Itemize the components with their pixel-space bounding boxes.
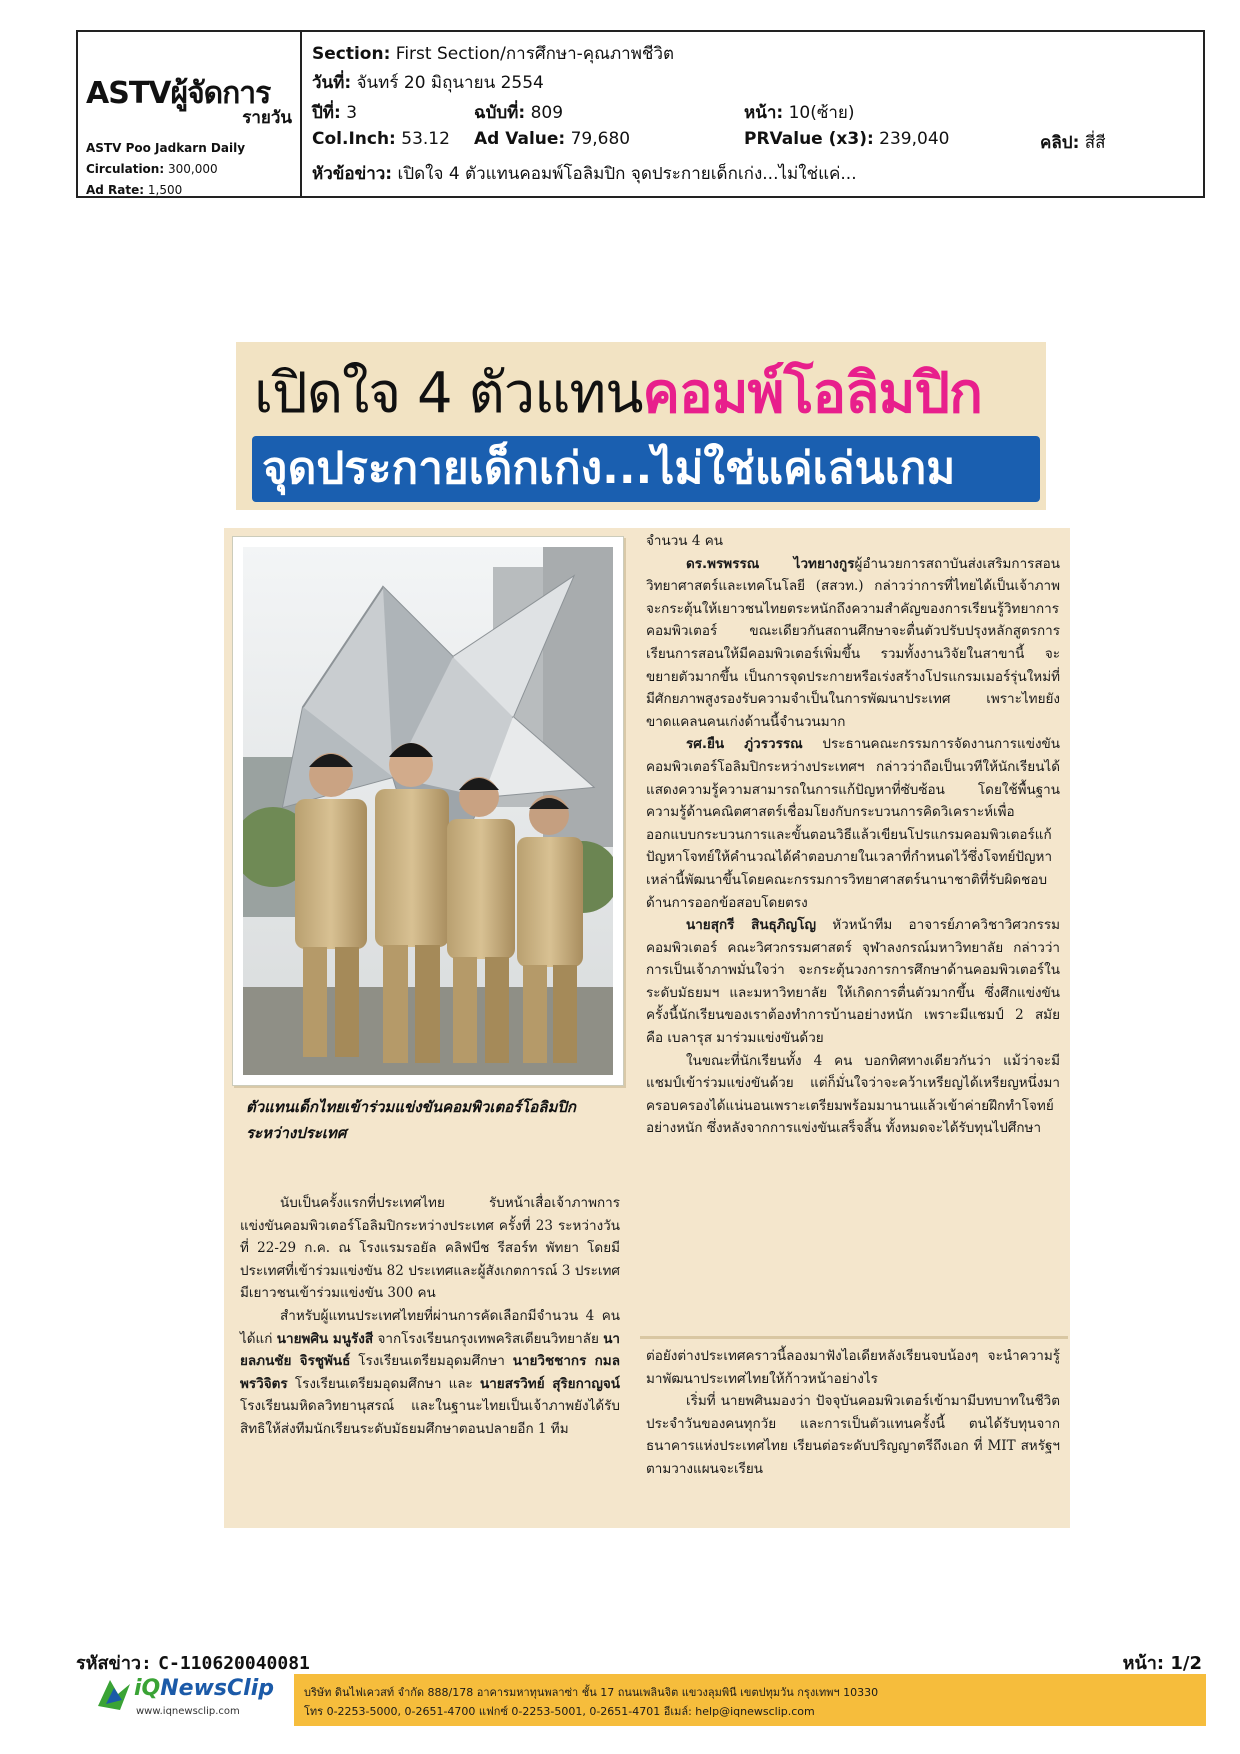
iqnewsclip-mark-icon [96, 1676, 132, 1712]
clip-header [76, 30, 1205, 198]
logo-subtext: รายวัน [242, 108, 292, 128]
publication-meta [86, 138, 245, 201]
colinch-value: 53.12 [401, 129, 450, 149]
article-subtitle: จุดประกายเด็กเก่ง...ไม่ใช่แค่เล่นเกม [252, 436, 1040, 502]
paragraph-text: เริ่มที่ [686, 1393, 716, 1410]
clip-value: สี่สี [1084, 133, 1106, 153]
paragraph-text: โรงเรียนเตรียมอุดมศึกษา [358, 1353, 505, 1370]
photo-caption: ตัวแทนเด็กไทยเข้าร่วมแข่งขันคอมพิวเตอร์โอลิมปิกระหว่างประเทศ [246, 1098, 576, 1142]
value-row [312, 129, 1162, 153]
issue-value: 809 [530, 103, 564, 123]
paragraph-text: หัวหน้าทีม อาจารย์ภาควิชาวิศวกรรมคอมพิวเตอร์ คณะวิศวกรรมศาสตร์ จุฬาลงกรณ์มหาวิทยาลัย กล่าวว่า การเป็นเจ้าภาพมั่นใจว่า จะกระตุ้นวงการการศึกษาด้านคอมพิวเตอร์ในระดับมัธยมฯ และมหาวิทยาลัย ให้เกิดการตื่นตัวมากขึ้น ซึ่งศึกแข่งขันครั้งนี้นักเรียนของเราต้องทำการบ้านอย่างหนัก เพราะมีแชมป์ 2 สมัย คือ เบลารุส มาร่วมแข่งขันด้วย [646, 917, 1061, 1047]
logo-text: ASTVผู้จัดการ [86, 76, 271, 111]
person-name: นายสรวิทย์ สุริยกาญจน์ [480, 1375, 620, 1392]
headline-label: หัวข้อข่าว: [312, 164, 393, 184]
article-title-highlight: คอมพ์โอลิมปิก [642, 361, 982, 426]
prvalue-label: PRValue (x3): [744, 129, 874, 149]
person-name: นายวิชชากร กมลพรวิจิตร [240, 1353, 620, 1392]
paragraph [646, 914, 1060, 1050]
students-photo [243, 547, 613, 1075]
article-column-right [646, 530, 1060, 1140]
headline-value: เปิดใจ 4 ตัวแทนคอมพ์โอลิมปิก จุดประกายเด็กเก่ง...ไม่ใช่แค่... [397, 164, 857, 184]
paragraph [646, 733, 1060, 914]
person-name: ดร.พรพรรณ ไวทยางกูร [686, 555, 855, 572]
brand-rest: NewsClip [160, 1676, 274, 1701]
advalue-label: Ad Value: [474, 129, 566, 149]
brand-url: www.iqnewsclip.com [136, 1706, 240, 1717]
publication-name: ASTV Poo Jadkarn Daily [86, 141, 246, 155]
page-number-label: หน้า: [1122, 1653, 1165, 1674]
person-name: นายลภนชัย จิรชูพันธ์ [240, 1330, 620, 1370]
section-row [312, 40, 674, 67]
section-value: First Section/การศึกษา-คุณภาพชีวิต [395, 44, 675, 64]
paragraph [646, 553, 1060, 734]
brand-name [134, 1676, 274, 1701]
colinch-label: Col.Inch: [312, 129, 396, 149]
paragraph-text: ประธานคณะกรรมการจัดงานการแข่งขันคอมพิวเตอร์โอลิมปิกระหว่างประเทศฯ กล่าวว่าถือเป็นเวทีให้นักเรียนได้แสดงความรู้ความสามารถในการแก้ปัญหาที่ซับซ้อน โดยใช้พื้นฐานความรู้ด้านคณิตศาสตร์เชื่อมโยงกับกระบวนการคิดวิเคราะห์เพื่อออกแบบกระบวนการและขั้นตอนวิธีแล้วเขียนโปรแกรมคอมพิวเตอร์แก้ปัญหาโจทย์ให้คำนวณได้คำตอบภายในเวลาที่กำหนดไว้ซึ่งโจทย์ปัญหาเหล่านี้พัฒนาขึ้นโดยคณะกรรมการวิทยาศาสตร์นานาชาติที่รับผิดชอบด้านการออกข้อสอบโดยตรง [646, 736, 1060, 911]
company-address: บริษัท ดินไฟเควสท์ จำกัด 888/178 อาคารมหาทุนพลาซ่า ชั้น 17 ถนนเพลินจิต แขวงลุมพินี เขตปทุมวัน กรุงเทพฯ 10330 [304, 1686, 879, 1699]
paragraph: ต่อยังต่างประเทศคราวนี้ลองมาฟังไอเดียหลังเรียนจบน้องๆ จะนำความรู้มาพัฒนาประเทศไทยให้ก้าวหน้าอย่างไร [646, 1348, 1060, 1387]
paragraph: จำนวน 4 คน [646, 533, 723, 549]
issue-row [312, 99, 1112, 123]
page-value: 10(ซ้าย) [788, 103, 855, 123]
paragraph [646, 1390, 1060, 1480]
publication-block [78, 32, 302, 196]
iqnewsclip-logo [96, 1672, 286, 1728]
paragraph [240, 1305, 620, 1441]
page-number-value: 1/2 [1170, 1653, 1202, 1674]
date-label: วันที่: [312, 73, 352, 93]
article-photo-frame [232, 536, 624, 1086]
article-title-plain: เปิดใจ 4 ตัวแทน [254, 361, 643, 426]
paragraph-text: นายพศินมองว่า ปัจจุบันคอมพิวเตอร์เข้ามามีบทบาทในชีวิตประจำวันของคนทุกวัย และการเป็นตัวแทนครั้งนี้ ตนได้รับทุนจากธนาคารแห่งประเทศไทย เรียนต่อระดับปริญญาตรีถึงเอก ที่ MIT สหรัฐฯ ตามวางแผนจะเรียน [646, 1393, 1060, 1477]
students-photo-illustration [243, 547, 613, 1075]
article-column-left [240, 1192, 620, 1441]
brand-iq: iQ [134, 1676, 161, 1701]
company-contact: โทร 0-2253-5000, 0-2651-4700 แฟกซ์ 0-2253-5001, 0-2651-4701 อีเมล์: help@iqnewsclip.com [304, 1705, 815, 1718]
clip-details [302, 32, 1203, 196]
person-name: รศ.ยืน ภู่วรวรรณ [686, 736, 803, 753]
column-divider [640, 1336, 1068, 1339]
paragraph-text: โรงเรียนเตรียมอุดมศึกษา และ [294, 1375, 473, 1392]
section-label: Section: [312, 44, 391, 64]
publication-logo [86, 70, 294, 128]
issue-label: ฉบับที่: [474, 103, 526, 123]
paragraph-text: สำหรับผู้แทนประเทศไทยที่ผ่านการคัดเลือกมีจำนวน 4 คน ได้แก่ [240, 1307, 620, 1347]
news-id-value: C-110620040081 [158, 1653, 310, 1674]
advalue-value: 79,680 [570, 129, 631, 149]
paragraph: นับเป็นครั้งแรกที่ประเทศไทย รับหน้าเสื่อเจ้าภาพการแข่งขันคอมพิวเตอร์โอลิมปิกระหว่างประเทศ ครั้งที่ 23 ระหว่างวันที่ 22-29 ก.ค. ณ โรงแรมรอยัล คลิฟบีช รีสอร์ท พัทยา โดยมีประเทศที่เข้าร่วมแข่งขัน 82 ประเทศและผู้สังเกตการณ์ 3 ประเทศ มีเยาวชนเข้าร่วมแข่งขัน 300 คน [240, 1195, 620, 1302]
ad-rate-label: Ad Rate: [86, 183, 145, 197]
article-column-right-continued [646, 1345, 1060, 1481]
circulation-value: 300,000 [167, 162, 218, 176]
news-id-label: รหัสข่าว: [76, 1653, 152, 1674]
headline-row [312, 160, 857, 187]
circulation-label: Circulation: [86, 162, 165, 176]
year-value: 3 [346, 103, 358, 123]
page-number [1123, 1648, 1202, 1677]
date-value: จันทร์ 20 มิถุนายน 2554 [356, 73, 544, 93]
paragraph: ในขณะที่นักเรียนทั้ง 4 คน บอกทิศทางเดียวกันว่า แม้ว่าจะมีแชมป์เข้าร่วมแข่งขันด้วย แต่ก็มั่นใจว่าจะคว้าเหรียญได้เหรียญหนึ่งมาครอบครองได้แน่นอนเพราะเตรียมพร้อมมานานแล้วเข้าค่ายฝึกทำโจทย์อย่างหนัก ซึ่งหลังจากการแข่งขันเสร็จสิ้น ทั้งหมดจะได้รับทุนไปศึกษา [646, 1052, 1060, 1137]
article-title [254, 348, 982, 437]
prvalue-value: 239,040 [879, 129, 950, 149]
page-label: หน้า: [744, 103, 784, 123]
clip-label: คลิป: [1040, 133, 1080, 153]
person-name: นายพศิน มนูรังสี [276, 1330, 374, 1347]
paragraph-text: จากโรงเรียนกรุงเทพคริสเตียนวิทยาลัย [377, 1330, 599, 1347]
ad-rate-value: 1,500 [147, 183, 183, 197]
footer-contact-bar [294, 1674, 1206, 1726]
paragraph-text: โรงเรียนมหิดลวิทยานุสรณ์ และในฐานะไทยเป็นเจ้าภาพยังได้รับสิทธิให้ส่งทีมนักเรียนระดับมัธยมศึกษาตอนปลายอีก 1 ทีม [240, 1398, 620, 1437]
date-row [312, 69, 544, 96]
person-name: นายสุกรี สินธุภิญโญ [686, 917, 816, 934]
year-label: ปีที่: [312, 103, 341, 123]
article-headline [236, 342, 1046, 510]
paragraph-text: ผู้อำนวยการสถาบันส่งเสริมการสอนวิทยาศาสตร์และเทคโนโลยี (สสวท.) กล่าวว่าการที่ไทยได้เป็นเจ้าภาพจะกระตุ้นให้เยาวชนไทยตระหนักถึงความสำคัญของการเรียนรู้วิทยาการคอมพิวเตอร์ ขณะเดียวกันสถานศึกษาจะตื่นตัวปรับปรุงหลักสูตรการเรียนการสอนให้มีคอมพิวเตอร์เพิ่มขึ้น รวมทั้งงานวิจัยในสาขานี้ จะขยายตัวมากขึ้น เป็นการจุดประกายหรือเร่งสร้างโปรแกรมเมอร์รุ่นใหม่ที่มีศักยภาพสูงรองรับความจำเป็นในการพัฒนาประเทศ เพราะไทยยังขาดแคลนคนเก่งด้านนี้จำนวนมาก [646, 555, 1060, 730]
